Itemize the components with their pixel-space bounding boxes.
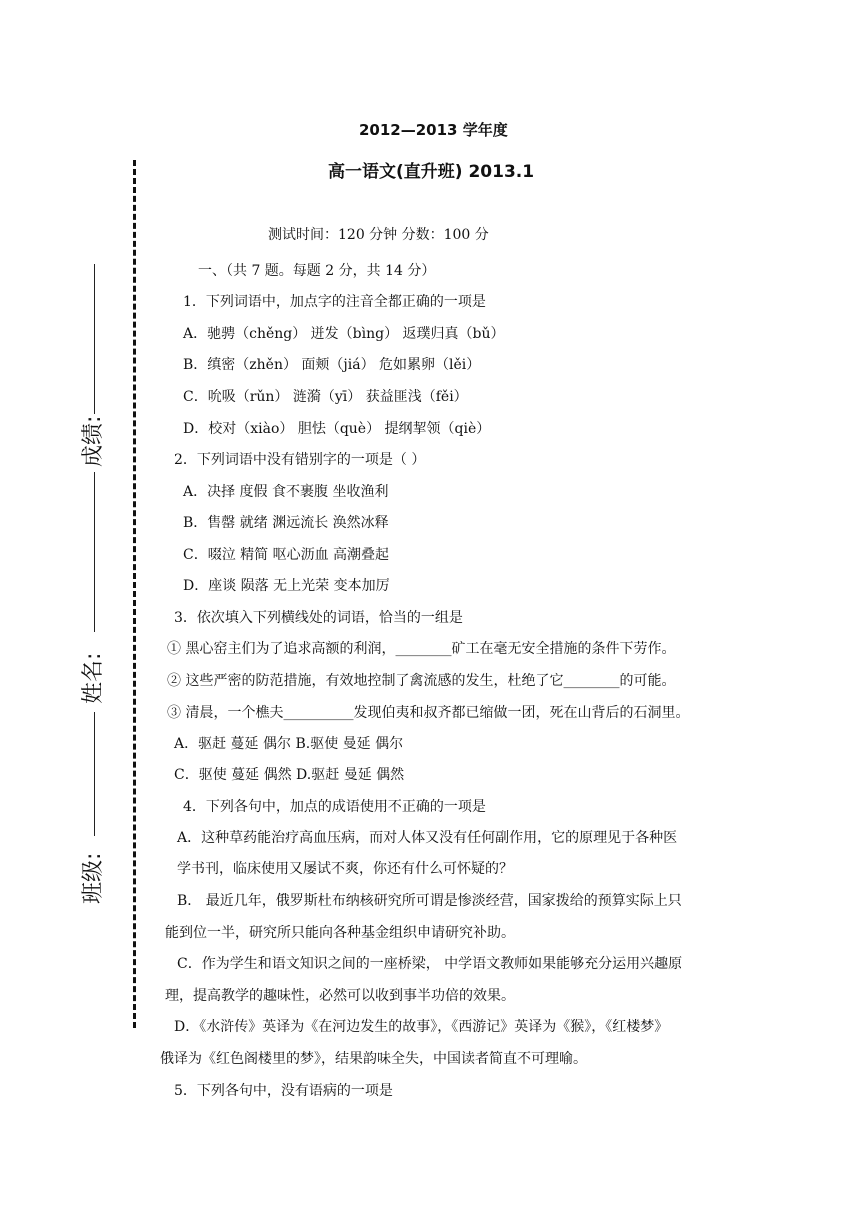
q3-sentence-2: ② 这些严密的防范措施，有效地控制了禽流感的发生，杜绝了它________的可能。 — [167, 673, 676, 689]
q3-sentence-1: ① 黑心窑主们为了追求高额的利润，________矿工在毫无安全措施的条件下劳作。 — [167, 641, 676, 657]
q4-option-c-line-1: C．作为学生和语文知识之间的一座桥梁， 中学语文教师如果能够充分运用兴趣原 — [177, 956, 683, 972]
score-name-divider — [94, 472, 95, 632]
question-2: 2．下列词语中没有错别字的一项是（ ） — [174, 452, 426, 468]
q2-option-b: B．售罄 就绪 渊远流长 涣然冰释 — [183, 515, 389, 531]
q1-option-d: D．校对（xiào） 胆怯（què） 提纲挈领（qiè） — [183, 421, 491, 437]
name-label: 姓名: — [81, 652, 106, 704]
q2-option-a: A．决择 度假 食不裹腹 坐收渔利 — [183, 484, 389, 500]
binding-dashed-line — [133, 160, 136, 1028]
q2-option-c: C．啜泣 精简 呕心沥血 高潮叠起 — [183, 547, 390, 563]
q4-option-d-line-2: 俄译为《红色阁楼里的梦》，结果韵味全失，中国读者简直不可理喻。 — [160, 1051, 587, 1067]
question-1: 1．下列词语中，加点字的注音全都正确的一项是 — [183, 294, 486, 310]
question-5: 5．下列各句中，没有语病的一项是 — [174, 1083, 393, 1099]
score-label: 成绩: — [81, 415, 106, 467]
question-4: 4．下列各句中，加点的成语使用不正确的一项是 — [183, 799, 486, 815]
school-year: 2012—2013 学年度 — [359, 121, 508, 139]
q1-option-a: A．驰骋（chěng） 迸发（bìng） 返璞归真（bǔ） — [183, 326, 505, 342]
score-blank-line — [94, 264, 95, 414]
q4-option-b-line-1: B． 最近几年，俄罗斯杜布纳核研究所可谓是惨淡经营，国家拨给的预算实际上只 — [177, 893, 682, 909]
exam-title: 高一语文(直升班) 2013.1 — [328, 162, 535, 182]
q4-option-d-line-1: D．《水浒传》英译为《在河边发生的故事》，《西游记》英译为《猴》，《红楼梦》 — [174, 1019, 669, 1035]
section-heading: 一、（共 7 题。每题 2 分，共 14 分） — [198, 263, 436, 279]
q4-option-c-line-2: 理，提高教学的趣味性，必然可以收到事半功倍的效果。 — [165, 988, 515, 1004]
question-3: 3．依次填入下列横线处的词语，恰当的一组是 — [174, 610, 463, 626]
q3-sentence-3: ③ 清晨，一个樵夫__________发现伯夷和叔齐都已缩做一团，死在山背后的石洞里。 — [167, 705, 690, 721]
class-label: 班级: — [81, 852, 106, 904]
q4-option-a-line-2: 学书刊，临床使用又屡试不爽，你还有什么可怀疑的？ — [177, 861, 513, 877]
name-blank-line — [94, 712, 95, 836]
q4-option-b-line-2: 能到位一半，研究所只能向各种基金组织申请研究补助。 — [165, 925, 515, 941]
q3-options-ab: A．驱赶 蔓延 偶尔 B.驱使 曼延 偶尔 — [174, 736, 404, 752]
q1-option-c: C．吮吸（rǔn） 涟漪（yī） 获益匪浅（fěi） — [183, 389, 468, 405]
q1-option-b: B．缜密（zhěn） 面颊（jiá） 危如累卵（lěi） — [183, 357, 481, 373]
test-info: 测试时间：120 分钟 分数：100 分 — [268, 227, 489, 243]
q2-option-d: D．座谈 陨落 无上光荣 变本加厉 — [183, 578, 390, 594]
q3-options-cd: C．驱使 蔓延 偶然 D.驱赶 曼延 偶然 — [174, 767, 405, 783]
q4-option-a-line-1: A．这种草药能治疗高血压病，而对人体又没有任何副作用，它的原理见于各种医 — [177, 830, 678, 846]
